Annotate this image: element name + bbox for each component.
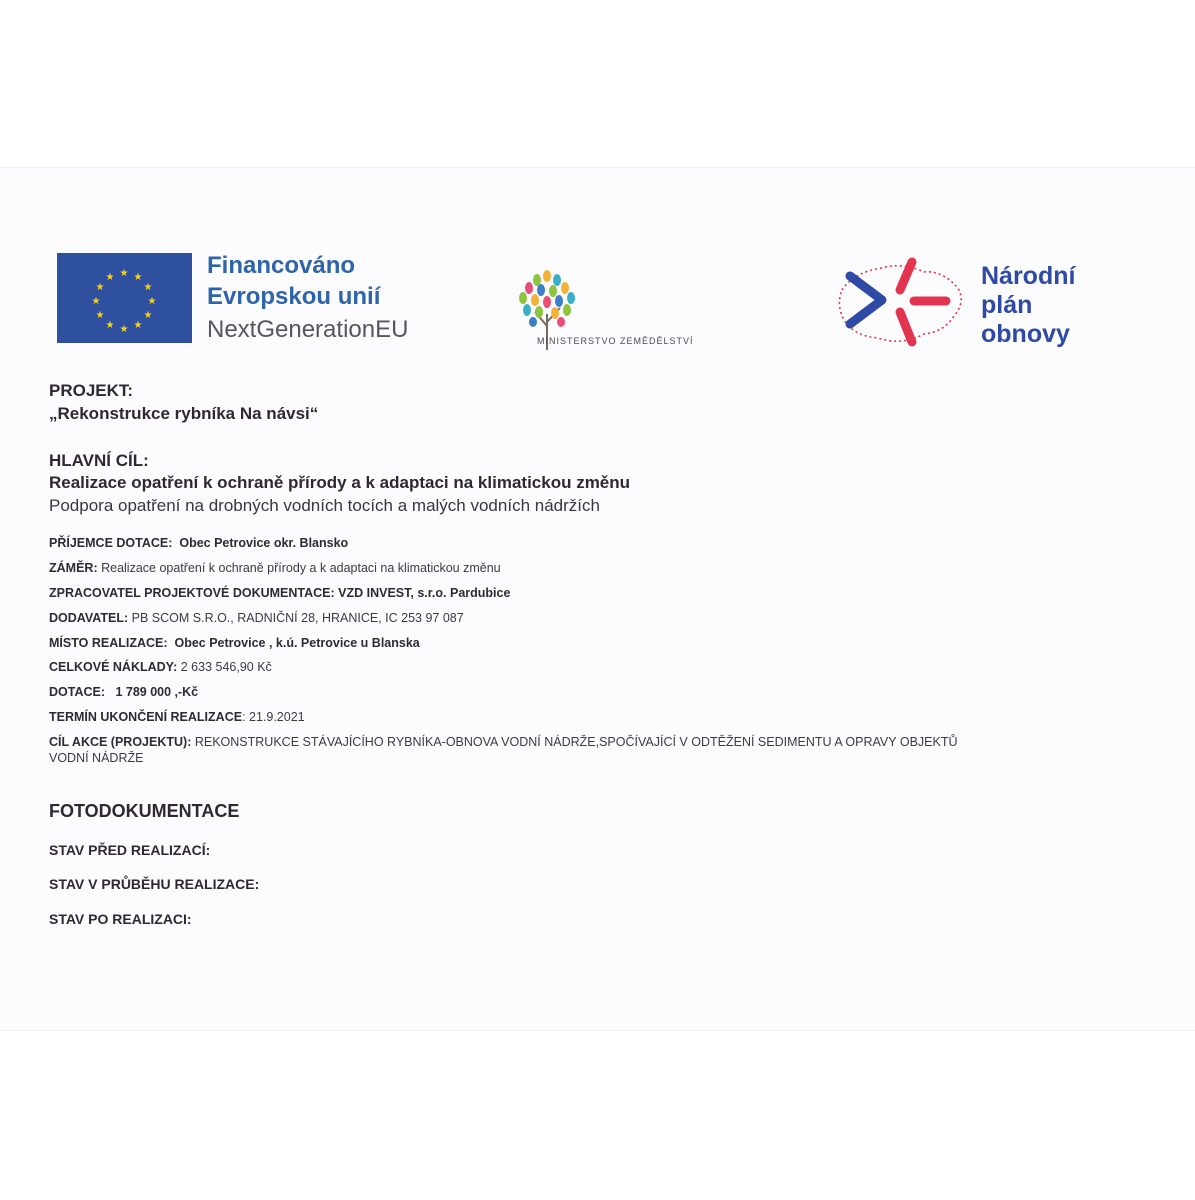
goal-subtitle: Podpora opatření na drobných vodních tocích a malých vodních nádržích [49, 496, 600, 515]
end-value: : 21.9.2021 [242, 710, 305, 724]
project-name: „Rekonstrukce rybníka Na návsi“ [49, 404, 319, 423]
photo-during: STAV V PRŮBĚHU REALIZACE: [49, 876, 260, 892]
place-label: MÍSTO REALIZACE: [49, 636, 168, 650]
project-label: PROJEKT: [49, 381, 134, 400]
photo-after: STAV PO REALIZACI: [49, 911, 192, 927]
place-row [49, 636, 420, 650]
end-label: TERMÍN UKONČENÍ REALIZACE [49, 710, 243, 724]
npo-line3: obnovy [981, 320, 1070, 348]
aim-row [49, 735, 958, 749]
eu-funding-text [207, 250, 408, 345]
svg-text:★: ★ [147, 296, 157, 307]
svg-text:★: ★ [105, 320, 115, 331]
docs-row [49, 586, 510, 600]
npo-line2: plán [981, 291, 1033, 319]
svg-text:★: ★ [91, 296, 101, 307]
goal-label: HLAVNÍ CÍL: [49, 451, 149, 470]
recipient-label: PŘÍJEMCE DOTACE: [49, 536, 173, 550]
costs-row [49, 660, 272, 674]
svg-text:★: ★ [119, 324, 129, 335]
place-value: Obec Petrovice , k.ú. Petrovice u Blanska [174, 636, 420, 650]
supplier-value: PB SCOM S.R.O., RADNIČNÍ 28, HRANICE, IC 253 97 087 [131, 611, 464, 625]
svg-text:★: ★ [119, 268, 129, 279]
photo-before: STAV PŘED REALIZACÍ: [49, 842, 211, 858]
end-row [49, 710, 305, 724]
npo-line1: Národní [981, 262, 1076, 290]
npo-text [981, 262, 1075, 349]
intent-label: ZÁMĚR: [49, 561, 98, 575]
eu-stars-icon [57, 253, 192, 343]
npo-mark-icon [832, 250, 972, 362]
supplier-label: DODAVATEL: [49, 611, 129, 625]
docs-value: VZD INVEST, s.r.o. Pardubice [338, 586, 511, 600]
recipient-value: Obec Petrovice okr. Blansko [179, 536, 349, 550]
svg-text:★: ★ [143, 310, 153, 321]
supplier-row [49, 611, 464, 625]
intent-value: Realizace opatření k ochraně přírody a k adaptaci na klimatickou změnu [101, 561, 501, 575]
aim-value-2: VODNÍ NÁDRŽE [49, 751, 144, 765]
eu-line3: NextGenerationEU [207, 316, 409, 343]
subsidy-row [49, 685, 198, 699]
recipient-row [49, 536, 348, 550]
svg-text:★: ★ [133, 272, 143, 283]
aim-value-1: REKONSTRUKCE STÁVAJÍCÍHO RYBNÍKA-OBNOVA VODNÍ NÁDRŽE,SPOČÍVAJÍCÍ V ODTĚŽENÍ SEDIMENTU A OPRAVY OBJEKTŮ [194, 735, 958, 749]
eu-line2: Evropskou unií [207, 283, 381, 310]
svg-text:★: ★ [95, 310, 105, 321]
docs-label: ZPRACOVATEL PROJEKTOVÉ DOKUMENTACE: [49, 586, 335, 600]
costs-value: 2 633 546,90 Kč [180, 660, 272, 674]
subsidy-value: 1 789 000 ,-Kč [115, 685, 199, 699]
eu-flag-logo [57, 253, 192, 343]
aim-label: CÍL AKCE (PROJEKTU): [49, 735, 192, 749]
svg-text:★: ★ [133, 320, 143, 331]
svg-text:★: ★ [105, 272, 115, 283]
ministry-label: MINISTERSTVO ZEMĚDĚLSTVÍ [537, 336, 694, 346]
svg-text:★: ★ [95, 282, 105, 293]
svg-text:★: ★ [143, 282, 153, 293]
eu-line1: Financováno [207, 252, 356, 279]
subsidy-label: DOTACE: [49, 685, 106, 699]
costs-label: CELKOVÉ NÁKLADY: [49, 660, 178, 674]
photo-heading: FOTODOKUMENTACE [49, 801, 240, 821]
intent-row [49, 561, 501, 575]
goal-title: Realizace opatření k ochraně přírody a k adaptaci na klimatickou změnu [49, 473, 631, 492]
